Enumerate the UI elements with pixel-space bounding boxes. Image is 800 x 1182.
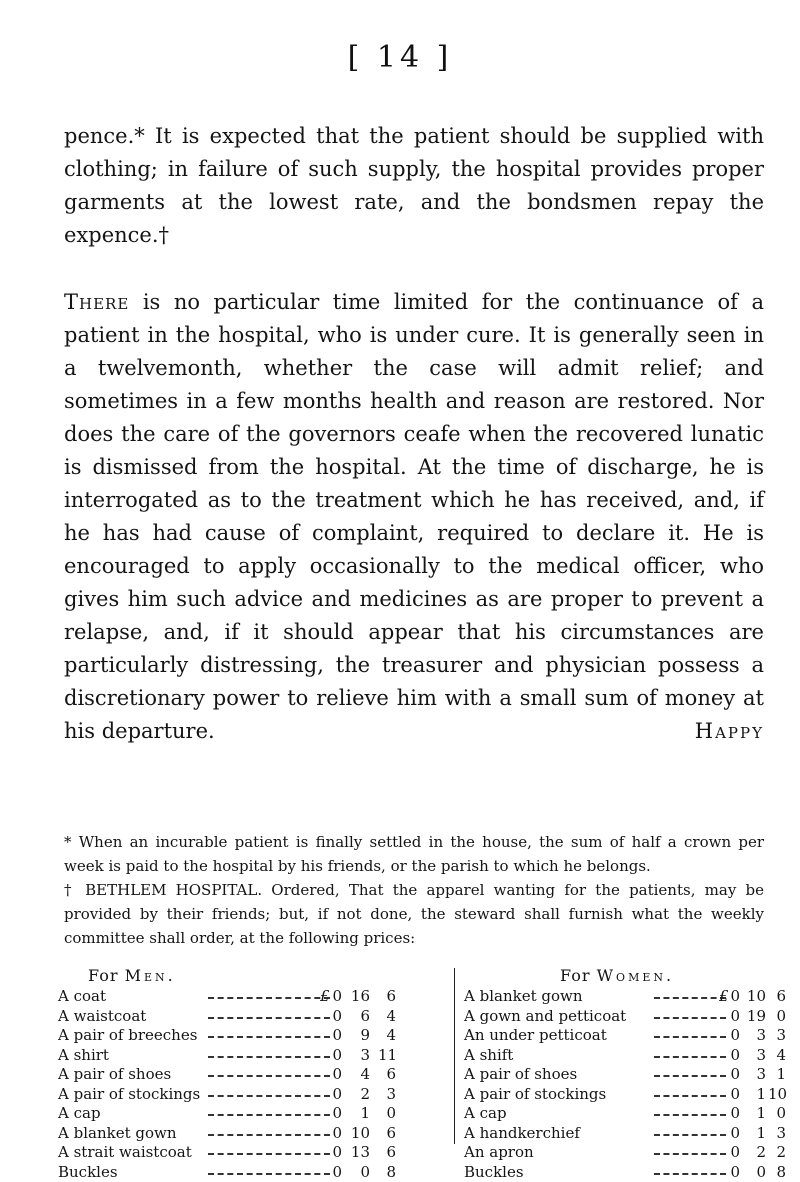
item-name: An apron [464,1143,540,1163]
price-pence: 6 [768,987,786,1007]
price-pence: 0 [378,1104,396,1124]
leader-dashes [654,1017,726,1019]
leader-dashes [208,1036,330,1038]
catchword: Happy [695,715,764,748]
item-name: A pair of stockings [58,1085,206,1105]
price-row [464,1104,786,1124]
price-row [464,1143,786,1163]
item-name: A shirt [58,1046,115,1066]
item-name: A blanket gown [58,1124,183,1144]
paragraph-lead-word: There [64,290,129,314]
price-row [58,1026,422,1046]
item-name: A gown and petticoat [464,1007,632,1027]
men-heading-prefix: For [88,966,119,985]
price-pounds: 0 [726,1104,740,1124]
item-name: A cap [464,1104,513,1124]
price-shillings: 1 [744,1104,766,1124]
price-pence: 6 [378,1124,396,1144]
price-pounds: 0 [328,1065,342,1085]
price-pounds: 0 [726,1163,740,1182]
leader-dashes [654,1056,726,1058]
price-pounds: 0 [328,1143,342,1163]
price-shillings: 2 [744,1143,766,1163]
item-name: A blanket gown [464,987,589,1007]
price-row [58,987,422,1007]
price-pence: 8 [768,1163,786,1182]
price-shillings: 2 [348,1085,370,1105]
price-pounds: 0 [726,987,740,1007]
price-row [464,987,786,1007]
price-row [58,1085,422,1105]
price-pounds: 0 [328,1085,342,1105]
price-row [464,1046,786,1066]
paragraph-clothing: pence.* It is expected that the patient should be supplied with clothing; in failure of such supply, the hospital provides proper garments at the lowest rate, and the bondsmen repay the expence.† [64,120,764,252]
leader-dashes [654,1134,726,1136]
leader-dashes [208,1017,330,1019]
price-shillings: 16 [348,987,370,1007]
price-shillings: 3 [744,1046,766,1066]
leader-dashes [208,1134,330,1136]
price-shillings: 3 [744,1026,766,1046]
price-pence: 4 [378,1007,396,1027]
men-price-list [58,987,422,1182]
price-shillings: 9 [348,1026,370,1046]
price-shillings: 1 [744,1124,766,1144]
price-pounds: 0 [328,1124,342,1144]
price-pence: 2 [768,1143,786,1163]
price-row [464,1085,786,1105]
item-name: An under petticoat [464,1026,613,1046]
item-name: A pair of breeches [58,1026,203,1046]
price-row [58,1065,422,1085]
price-pence: 4 [378,1026,396,1046]
price-row [58,1124,422,1144]
leader-dashes [654,997,726,999]
price-shillings: 4 [348,1065,370,1085]
price-pounds: 0 [726,1143,740,1163]
price-pence: 3 [768,1124,786,1144]
price-pounds: 0 [726,1124,740,1144]
men-prices-heading [88,966,176,985]
price-pounds: 0 [726,1007,740,1027]
price-shillings: 1 [744,1085,766,1105]
price-pounds: 0 [328,1163,342,1182]
leader-dashes [208,1114,330,1116]
leader-dashes [654,1095,726,1097]
item-name: A pair of shoes [58,1065,177,1085]
women-heading-prefix: For [560,966,591,985]
price-pounds: 0 [328,1007,342,1027]
price-shillings: 0 [348,1163,370,1182]
price-shillings: 3 [348,1046,370,1066]
price-pence: 0 [768,1007,786,1027]
price-pounds: 0 [328,1104,342,1124]
item-name: A coat [58,987,112,1007]
price-row [58,1143,422,1163]
price-pence: 6 [378,1065,396,1085]
leader-dashes [208,1153,330,1155]
price-shillings: 10 [744,987,766,1007]
item-name: A shift [464,1046,519,1066]
price-pence: 6 [378,987,396,1007]
item-name: A cap [58,1104,107,1124]
price-row [58,1046,422,1066]
price-pence: 11 [378,1046,396,1066]
price-pence: 1 [768,1065,786,1085]
women-price-list [464,987,786,1182]
price-pounds: 0 [726,1065,740,1085]
price-row [58,1104,422,1124]
price-shillings: 13 [348,1143,370,1163]
price-pounds: 0 [328,987,342,1007]
price-pence: 4 [768,1046,786,1066]
item-name: A handkerchief [464,1124,586,1144]
leader-dashes [654,1114,726,1116]
price-pounds: 0 [726,1046,740,1066]
price-pence: 3 [378,1085,396,1105]
price-row [464,1065,786,1085]
price-pounds: 0 [328,1026,342,1046]
item-name: A pair of stockings [464,1085,612,1105]
price-row [464,1026,786,1046]
price-shillings: 0 [744,1163,766,1182]
price-pounds: 0 [328,1046,342,1066]
leader-dashes [208,997,330,999]
price-pence: 3 [768,1026,786,1046]
item-name: A waistcoat [58,1007,152,1027]
women-heading-label: Women. [597,966,674,985]
currency-symbol: £ [719,987,729,1007]
price-pounds: 0 [726,1026,740,1046]
women-prices-heading [560,966,674,985]
page-number: [ 14 ] [0,40,800,75]
leader-dashes [208,1095,330,1097]
price-shillings: 10 [348,1124,370,1144]
price-shillings: 19 [744,1007,766,1027]
item-name: Buckles [464,1163,530,1182]
price-pounds: 0 [726,1085,740,1105]
leader-dashes [208,1173,330,1175]
price-pence: 6 [378,1143,396,1163]
price-row [58,1007,422,1027]
item-name: A strait waistcoat [58,1143,198,1163]
men-heading-label: Men. [125,966,176,985]
price-row [58,1163,422,1182]
footnote-bethlem: † BETHLEM HOSPITAL. Ordered, That the apparel wanting for the patients, may be provided by their friends; but, if not done, the steward shall furnish what the weekly committee shall order, at the following prices: [64,878,764,950]
leader-dashes [654,1036,726,1038]
leader-dashes [654,1173,726,1175]
price-pence: 8 [378,1163,396,1182]
paragraph-discharge [64,286,764,748]
paragraph-body: is no particular time limited for the continuance of a patient in the hospital, who is under cure. It is generally seen in a twelvemonth, whether the case will admit relief; and sometimes in a few months health and reason are restored. Nor does the care of the governors ceafe when the recovered lunatic is dismissed from the hospital. At the time of discharge, he is interrogated as to the treatment which he has received, and, if he has had cause of complaint, required to declare it. He is encouraged to apply occasionally to the medical officer, who gives him such advice and medicines as are proper to prevent a relapse, and, if it should appear that his circumstances are particularly distressing, the treasurer and physician possess a discretionary power to relieve him with a small sum of money at his departure. [64,290,764,743]
price-pence: 0 [768,1104,786,1124]
item-name: A pair of shoes [464,1065,583,1085]
leader-dashes [654,1153,726,1155]
price-row [464,1163,786,1182]
price-shillings: 6 [348,1007,370,1027]
item-name: Buckles [58,1163,124,1182]
leader-dashes [654,1075,726,1077]
price-row [464,1124,786,1144]
leader-dashes [208,1056,330,1058]
price-shillings: 3 [744,1065,766,1085]
currency-symbol: £ [320,987,330,1007]
footnote-incurable: * When an incurable patient is finally settled in the house, the sum of half a crown per week is paid to the hospital by his friends, or the parish to which he belongs. [64,830,764,878]
price-row [464,1007,786,1027]
leader-dashes [208,1075,330,1077]
column-divider [454,968,455,1144]
price-shillings: 1 [348,1104,370,1124]
price-pence: 10 [768,1085,786,1105]
